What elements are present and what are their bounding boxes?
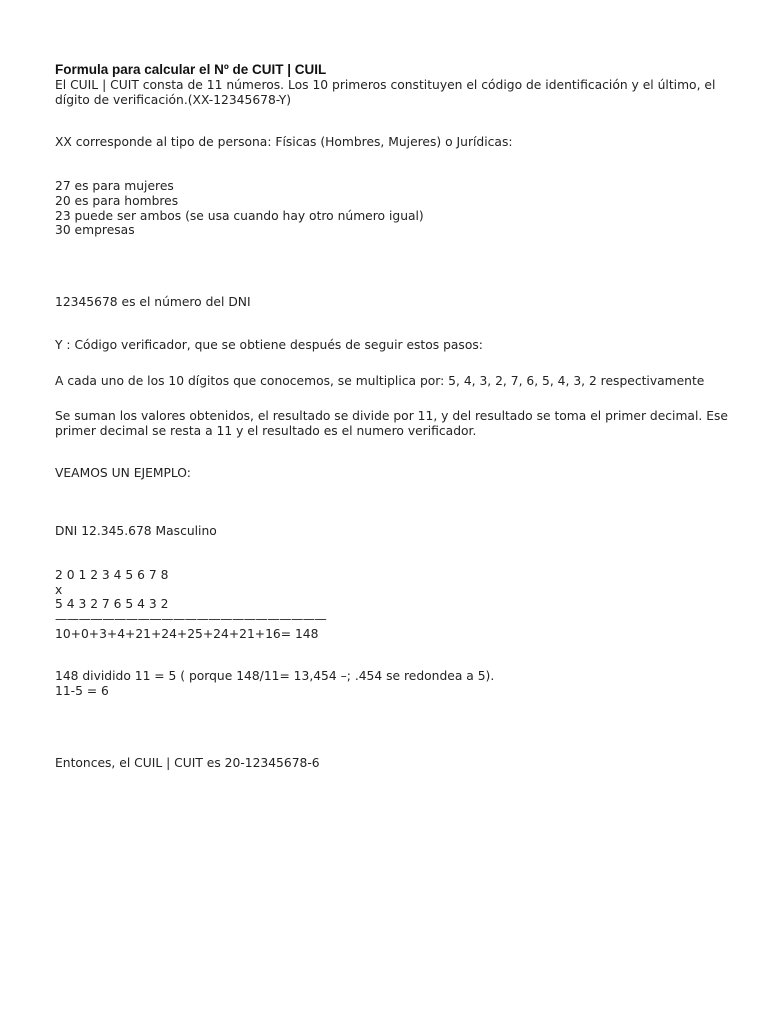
verifier-paragraph: Y : Código verificador, que se obtiene después de seguir estos pasos: <box>55 337 483 352</box>
calc-sum: 10+0+3+4+21+24+25+24+21+16= 148 <box>55 626 319 641</box>
intro-paragraph: El CUIL | CUIT consta de 11 números. Los 10 primeros constituyen el código de identificación y el último, el dígito de verificación.(XX-12345678-Y) <box>55 78 716 107</box>
dni-paragraph: 12345678 es el número del DNI <box>55 294 251 309</box>
step-multiply-paragraph: A cada uno de los 10 dígitos que conocemos, se multiplica por: 5, 4, 3, 2, 7, 6, 5, 4, 3, 2 respectivamente <box>55 374 705 389</box>
type-both: 23 puede ser ambos (se usa cuando hay otro número igual) <box>55 208 424 223</box>
calc-times: x <box>55 582 63 597</box>
person-type-paragraph: XX corresponde al tipo de persona: Físicas (Hombres, Mujeres) o Jurídicas: <box>55 135 513 150</box>
document-title: Formula para calcular el Nº de CUIT | CUIL <box>55 62 327 77</box>
calc-rule: ——————————————————————— <box>55 611 327 626</box>
type-men: 20 es para hombres <box>55 193 179 208</box>
division-line: 148 dividido 11 = 5 ( porque 148/11= 13,454 –; .454 se redondea a 5). <box>55 669 495 684</box>
calc-multipliers: 5 4 3 2 7 6 5 4 3 2 <box>55 597 169 612</box>
example-heading: VEAMOS UN EJEMPLO: <box>55 466 191 481</box>
conclusion-line: Entonces, el CUIL | CUIT es 20-12345678-6 <box>55 755 320 770</box>
step-sum-paragraph: Se suman los valores obtenidos, el resultado se divide por 11, y del resultado se toma el primer decimal. Ese primer decimal se resta a 11 y el resultado es el numero verificador. <box>55 409 728 438</box>
calc-digits: 2 0 1 2 3 4 5 6 7 8 <box>55 567 169 582</box>
example-dni: DNI 12.345.678 Masculino <box>55 524 217 539</box>
document-page <box>55 62 745 770</box>
type-companies: 30 empresas <box>55 223 135 238</box>
type-women: 27 es para mujeres <box>55 179 174 194</box>
subtraction-line: 11-5 = 6 <box>55 684 109 699</box>
